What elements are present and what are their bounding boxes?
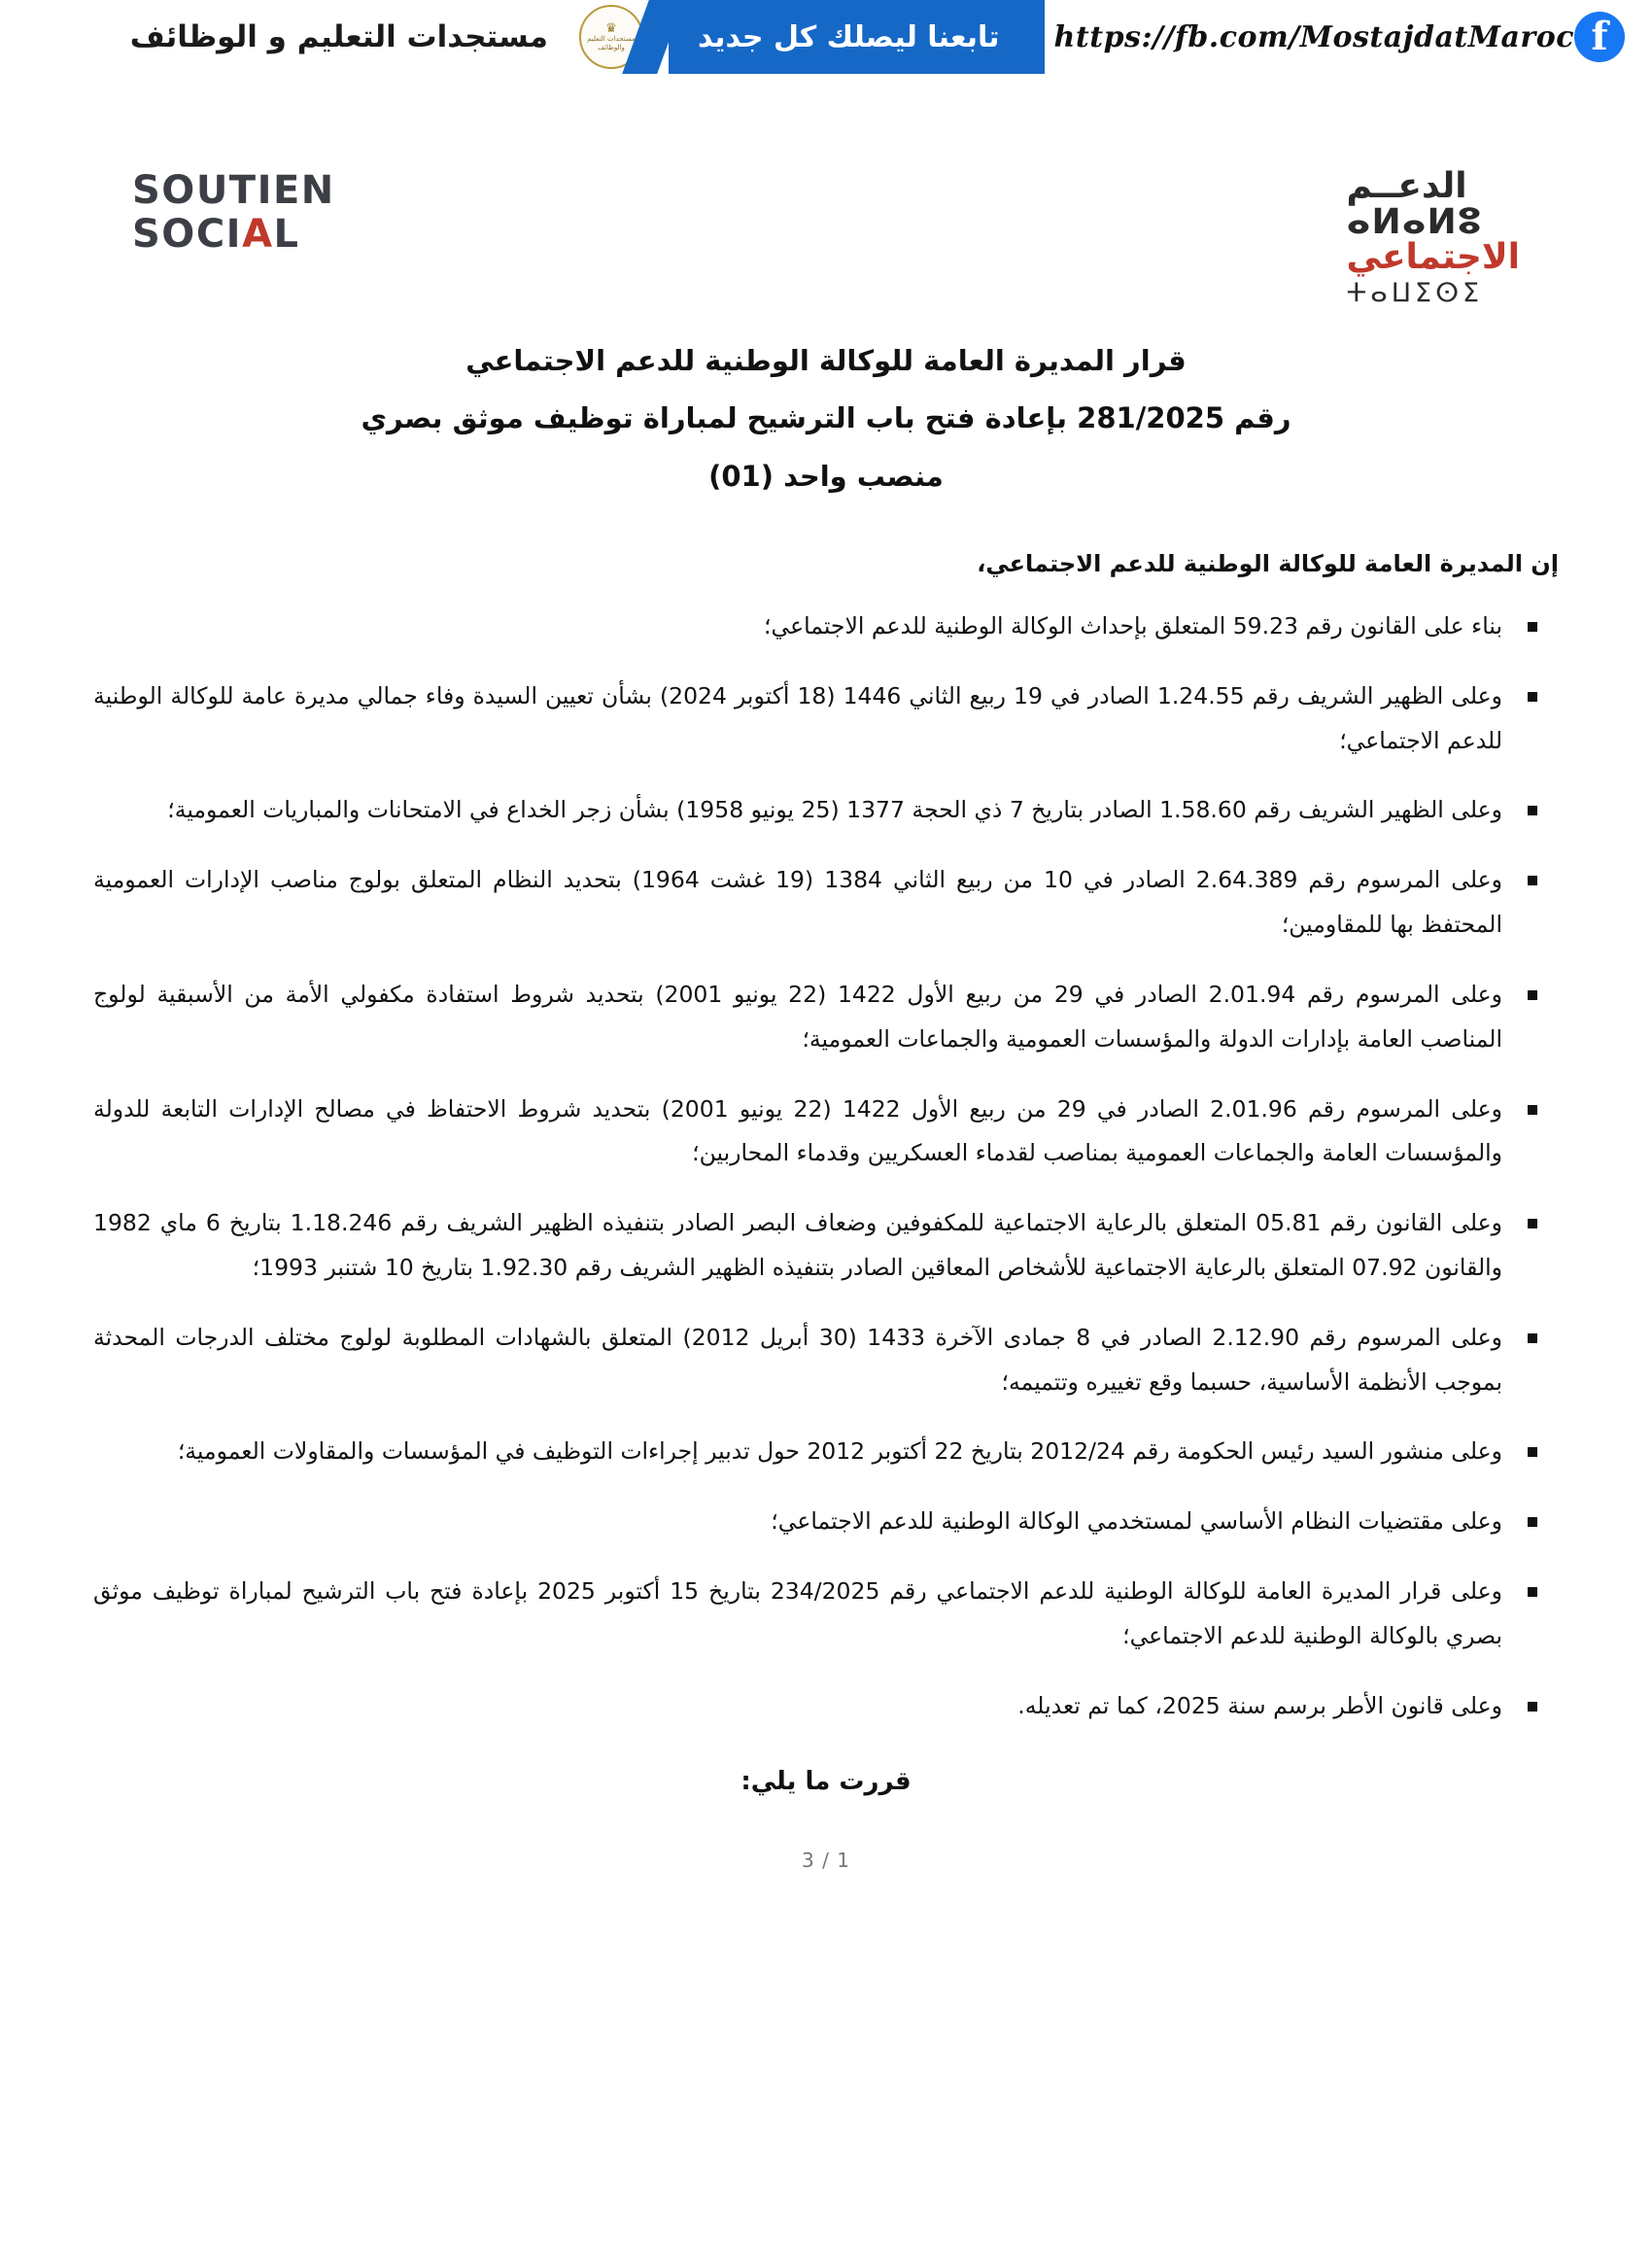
- agency-logo-tifinagh-line: ⴰⵍⴰⵍⵓ: [1346, 201, 1483, 242]
- seal-text: مستجدات التعليم والوظائف: [587, 35, 636, 52]
- list-item: وعلى منشور السيد رئيس الحكومة رقم 2012/24 بتاريخ 22 أكتوبر 2012 حول تدبير إجراءات التوظيف في المؤسسات والمقاولات العمومية؛: [93, 1430, 1559, 1474]
- clauses-list: [93, 605, 1559, 1728]
- list-item: وعلى المرسوم رقم 2.01.96 الصادر في 29 من ربيع الأول 1422 (22 يونيو 2001) بتحديد شروط الاحتفاظ في مصالح الإدارات التابعة للدولة والمؤسسات العامة والجماعات العمومية بمناصب لقدماء العسكريين وقدماء المحاربين؛: [93, 1088, 1559, 1177]
- intro-paragraph: إن المديرة العامة للوكالة الوطنية للدعم الاجتماعي،: [977, 550, 1559, 577]
- list-item: وعلى الظهير الشريف رقم 1.24.55 الصادر في 19 ربيع الثاني 1446 (18 أكتوبر 2024) بشأن تعيين السيدة وفاء جمالي مديرة عامة للوكالة الوطنية للدعم الاجتماعي؛: [93, 674, 1559, 764]
- agency-logo-arabic: [1346, 166, 1520, 309]
- list-item: وعلى المرسوم رقم 2.01.94 الصادر في 29 من ربيع الأول 1422 (22 يونيو 2001) بتحديد شروط استفادة مكفولي الأمة من الأسبقية لولوج المناصب العامة بإدارات الدولة والمؤسسات العمومية والجماعات العمومية؛: [93, 973, 1559, 1062]
- list-item: بناء على القانون رقم 59.23 المتعلق بإحداث الوكالة الوطنية للدعم الاجتماعي؛: [93, 605, 1559, 649]
- list-item: وعلى مقتضيات النظام الأساسي لمستخدمي الوكالة الوطنية للدعم الاجتماعي؛: [93, 1500, 1559, 1544]
- banner-facebook-block[interactable]: [1045, 0, 1652, 74]
- decision-heading: قررت ما يلي:: [740, 1767, 912, 1797]
- site-name: مستجدات التعليم و الوظائف: [129, 19, 548, 54]
- list-item: وعلى قرار المديرة العامة للوكالة الوطنية للدعم الاجتماعي رقم 234/2025 بتاريخ 15 أكتوبر 2025 بإعادة فتح باب الترشيح لمباراة توظيف موثق بصري بالوكالة الوطنية للدعم الاجتماعي؛: [93, 1570, 1559, 1659]
- page-number: 1 / 3: [802, 1849, 850, 1873]
- page-title-line1: قرار المديرة العامة للوكالة الوطنية للدعم الاجتماعي: [465, 343, 1187, 377]
- agency-logo-french-soci: SOCI: [132, 211, 243, 257]
- banner-ribbon-text: تابعنا ليصلك كل جديد: [697, 19, 1000, 54]
- agency-logo-arabic-line1: الدعــم: [1346, 166, 1467, 206]
- banner-ribbon: [669, 0, 1045, 74]
- document-sheet: [0, 74, 1652, 1911]
- page-title-line2: رقم 281/2025 بإعادة فتح باب الترشيح لمباراة توظيف موثق بصري: [361, 401, 1291, 435]
- agency-logo-french-line2: [132, 213, 335, 257]
- agency-logo-french-accent: A: [242, 211, 274, 257]
- agency-logo-french: [132, 169, 335, 257]
- agency-logo-french-l: L: [273, 211, 300, 257]
- list-item: وعلى المرسوم رقم 2.64.389 الصادر في 10 من ربيع الثاني 1384 (19 غشت 1964) بتحديد النظام المتعلق بولوج مناصب الإدارات العمومية المحتفظ بها للمقاومين؛: [93, 858, 1559, 948]
- page-title: [93, 332, 1559, 505]
- facebook-url[interactable]: https://fb.com/MostajdatMaroc: [1053, 19, 1574, 54]
- list-item: وعلى المرسوم رقم 2.12.90 الصادر في 8 جمادى الآخرة 1433 (30 أبريل 2012) المتعلق بالشهادات المطلوبة لولوج مختلف الدرجات المحدثة بموجب الأنظمة الأساسية، حسبما وقع تغييره وتتميمه؛: [93, 1316, 1559, 1405]
- banner-site-block: [0, 0, 669, 74]
- logo-row: [132, 166, 1520, 309]
- list-item: وعلى قانون الأطر برسم سنة 2025، كما تم تعديله.: [93, 1684, 1559, 1729]
- facebook-icon[interactable]: f: [1574, 12, 1625, 62]
- list-item: وعلى الظهير الشريف رقم 1.58.60 الصادر بتاريخ 7 ذي الحجة 1377 (25 يونيو 1958) بشأن زجر الخداع في الامتحانات والمباريات العمومية؛: [93, 788, 1559, 833]
- agency-logo-arabic-line3: الاجتماعي: [1346, 237, 1520, 278]
- agency-logo-french-line1: SOUTIEN: [132, 168, 335, 213]
- site-banner: [0, 0, 1652, 74]
- list-item: وعلى القانون رقم 05.81 المتعلق بالرعاية الاجتماعية للمكفوفين وضعاف البصر الصادر بتنفيذه الظهير الشريف رقم 1.18.246 بتاريخ 6 ماي 1982 والقانون 07.92 المتعلق بالرعاية الاجتماعية للأشخاص المعاقين الصادر بتنفيذه الظهير الشريف رقم 1.92.30 بتاريخ 10 شتنبر 1993؛: [93, 1201, 1559, 1291]
- agency-logo-tifinagh: ⵜⴰⵡⵉⵙⵉ: [1346, 278, 1484, 309]
- page-title-line3: منصب واحد (01): [708, 459, 944, 493]
- crown-icon: ♛: [605, 21, 617, 37]
